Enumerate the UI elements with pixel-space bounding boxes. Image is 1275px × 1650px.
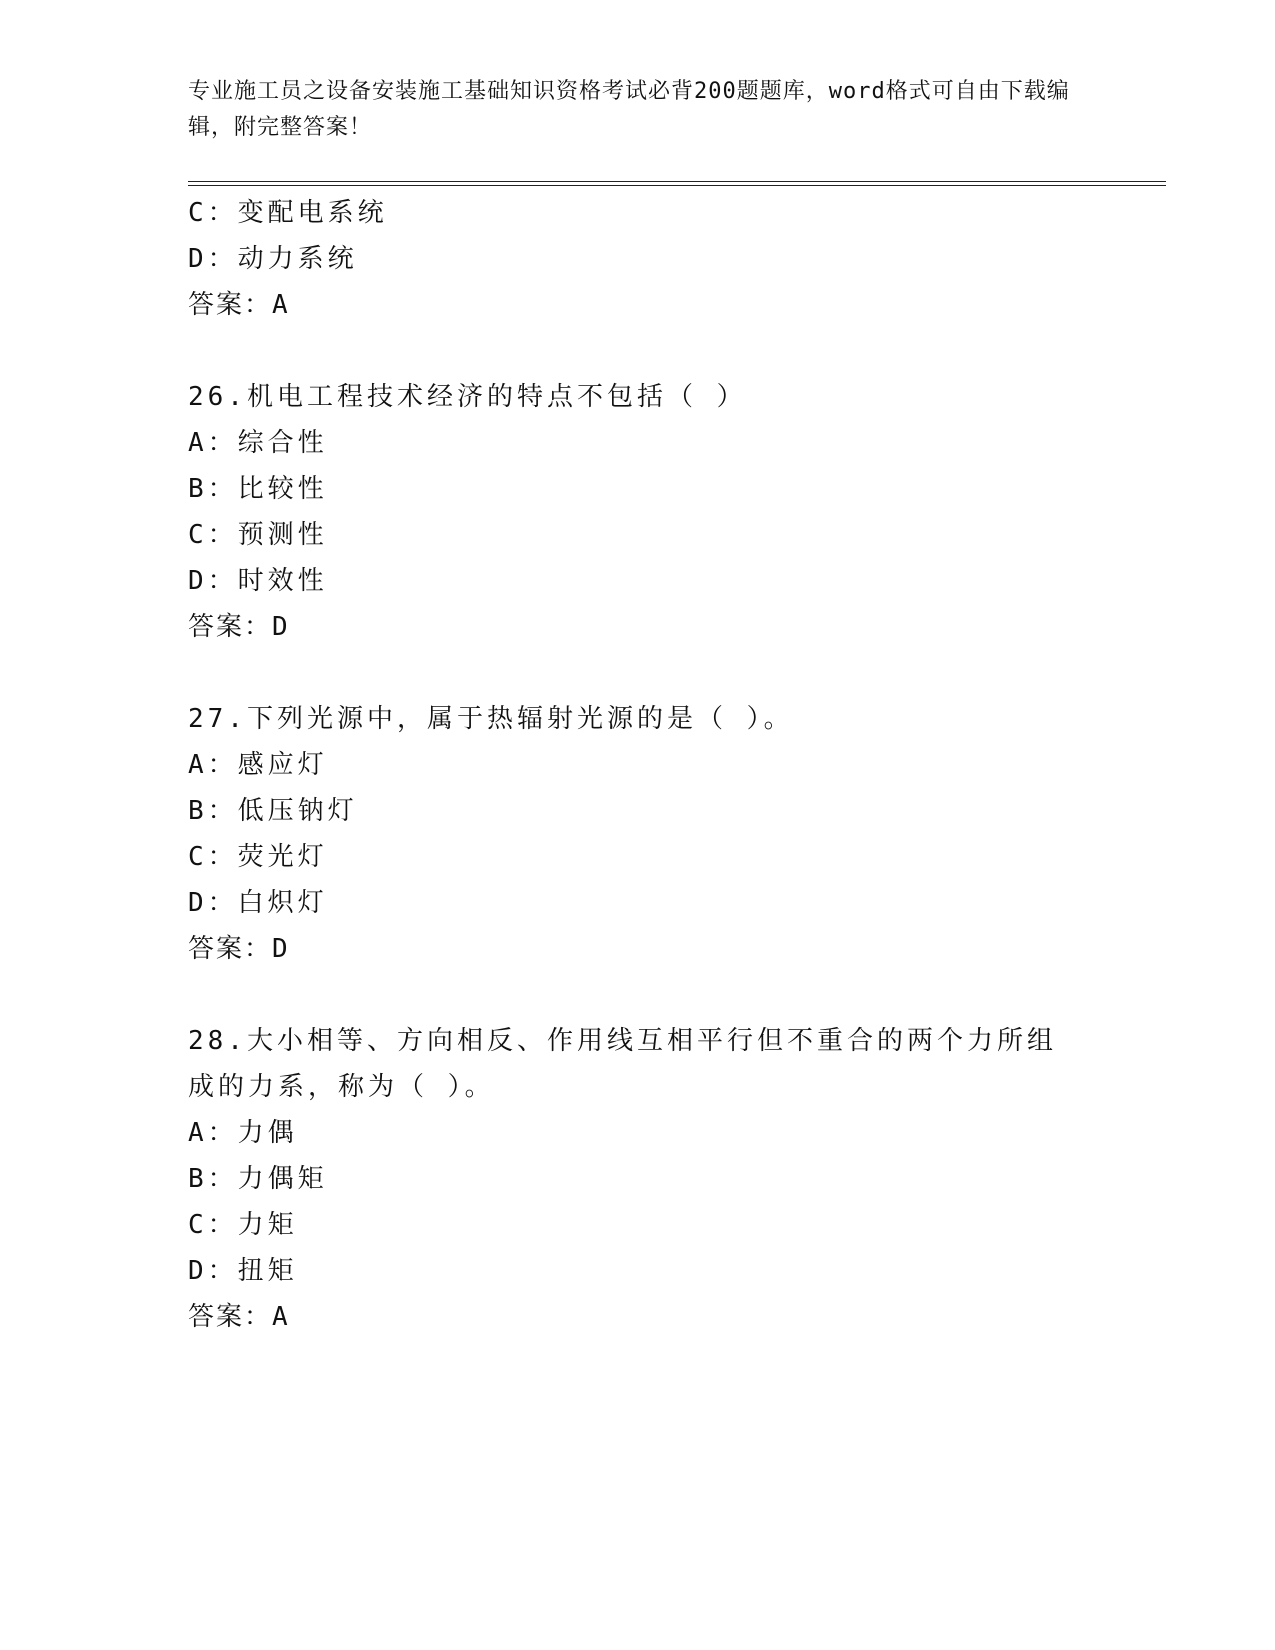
answer-value: D <box>272 612 289 642</box>
answer-label: 答案： <box>188 612 273 642</box>
option-d: D：白炽灯 <box>188 888 328 918</box>
option-c: C：力矩 <box>188 1210 298 1240</box>
option-c: C：预测性 <box>188 520 328 550</box>
option-d: D：扭矩 <box>188 1256 298 1286</box>
answer-line <box>188 1294 1088 1340</box>
question-block-27 <box>188 696 1088 972</box>
question-block-prev <box>188 190 1088 328</box>
header-divider-bottom <box>188 185 1166 186</box>
option-b: B：低压钠灯 <box>188 796 358 826</box>
option-a: A：综合性 <box>188 428 328 458</box>
option-a: A：感应灯 <box>188 750 328 780</box>
option-a: A：力偶 <box>188 1118 298 1148</box>
spacer <box>188 650 1088 696</box>
question-text: 26.机电工程技术经济的特点不包括（ ） <box>188 382 747 412</box>
spacer <box>188 972 1088 1018</box>
answer-value: A <box>272 1302 289 1332</box>
option-d: D：时效性 <box>188 566 328 596</box>
option-b: B：力偶矩 <box>188 1164 328 1194</box>
question-list <box>188 190 1088 1340</box>
spacer <box>188 328 1088 374</box>
option-b: B：比较性 <box>188 474 328 504</box>
question-block-28 <box>188 1018 1088 1340</box>
answer-line <box>188 926 1088 972</box>
question-block-26 <box>188 374 1088 650</box>
answer-line <box>188 604 1088 650</box>
answer-label: 答案： <box>188 1302 273 1332</box>
option-c: C：荧光灯 <box>188 842 328 872</box>
question-text: 28.大小相等、方向相反、作用线互相平行但不重合的两个力所组成的力系，称为（ ）。 <box>188 1026 1057 1102</box>
option-d: D：动力系统 <box>188 244 358 274</box>
answer-line <box>188 282 1088 328</box>
answer-label: 答案： <box>188 934 273 964</box>
question-text: 27.下列光源中，属于热辐射光源的是（ ）。 <box>188 704 794 734</box>
document-header: 专业施工员之设备安装施工基础知识资格考试必背200题题库，word格式可自由下载编辑，附完整答案！ <box>188 79 1070 140</box>
answer-value: A <box>272 290 289 320</box>
option-c: C：变配电系统 <box>188 198 388 228</box>
answer-value: D <box>272 934 289 964</box>
header-divider-top <box>188 181 1166 182</box>
answer-label: 答案： <box>188 290 273 320</box>
